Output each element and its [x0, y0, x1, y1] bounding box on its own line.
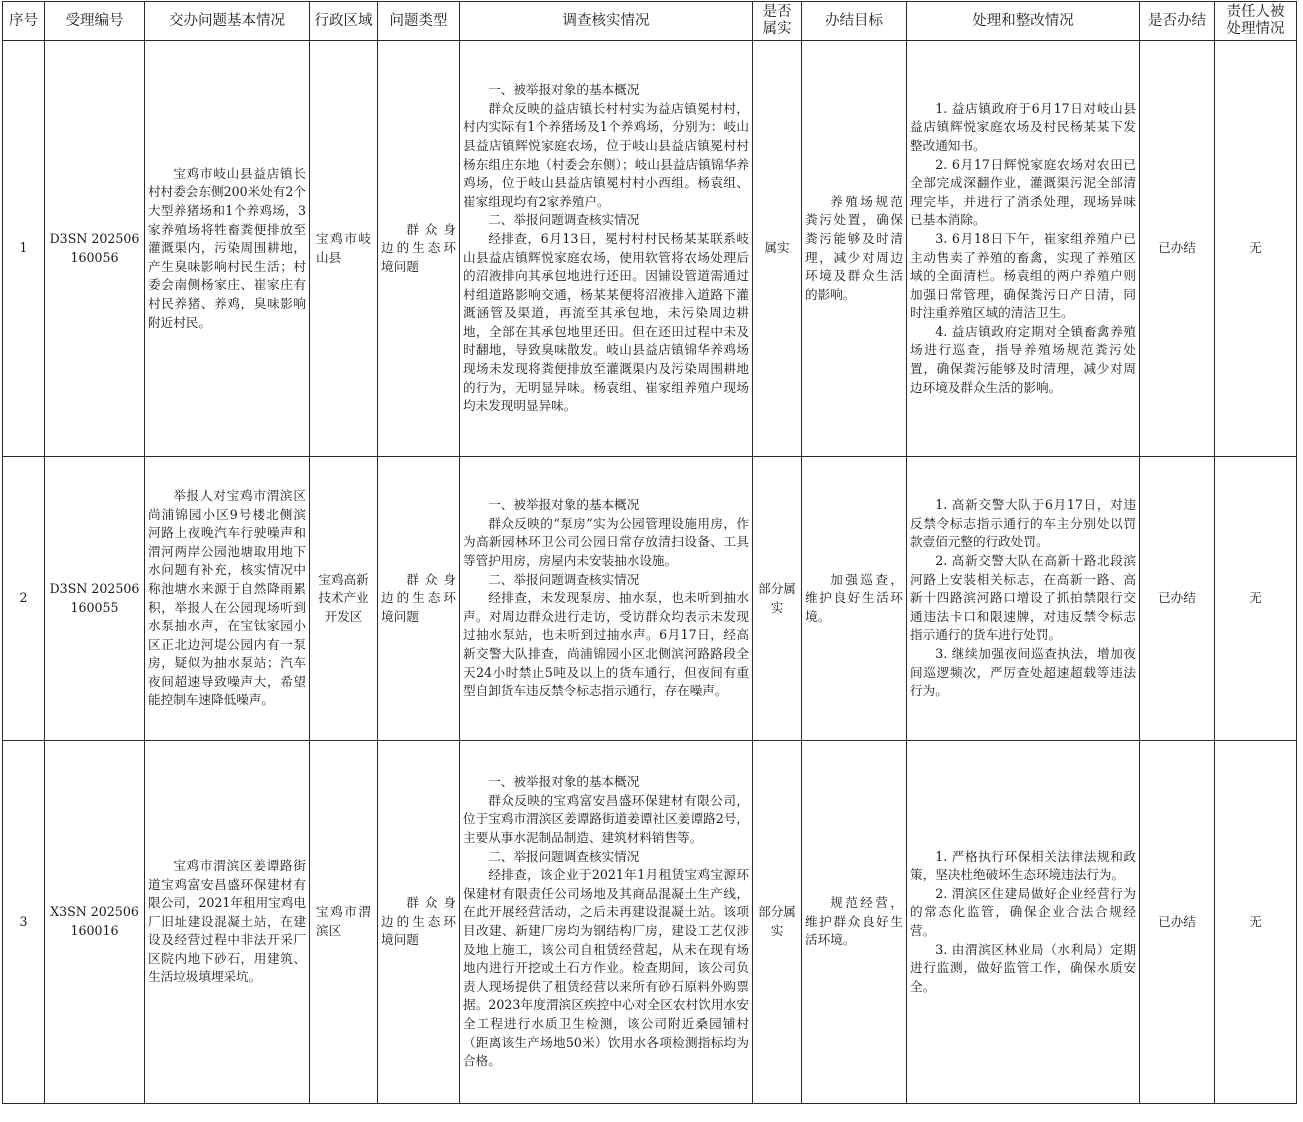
issue-text: 举报人对宝鸡市渭滨区尚浦锦园小区9号楼北侧滨河路上夜晚汽车行驶噪声和渭河两岸公园池塘取用地下水问题有补充，核实情况中称池塘水来源于自然降雨累积，举报人在公园现场听到水泵抽水声，在宝钛家园小区正北边河堤公园内有一泵房，疑似为抽水泵站；汽车夜间超速导致噪声大，希望能控制车速降低噪声。	[148, 487, 306, 708]
investigation-paragraph: 群众反映的宝鸡富安昌盛环保建材有限公司，位于宝鸡市渭滨区姜谭路街道姜谭社区姜谭路2号，主要从事水泥制品制造、建筑材料销售等。	[463, 792, 749, 846]
handling-item: 3. 6月18日下午，崔家组养殖户已主动售卖了养殖的畜禽，实现了养殖区域的全面清栏。杨袁组的两户养殖户则加强日常管理，确保粪污日产日清，同时注重养殖区域的清洁卫生。	[910, 230, 1136, 321]
type-text: 群众身边的生态环境问题	[381, 221, 456, 274]
investigation-heading: 二、举报问题调查核实情况	[488, 212, 640, 228]
cell-code: D3SN 202506160055	[45, 457, 145, 741]
goal-text: 加强巡查，维护良好生活环境。	[805, 571, 903, 624]
cell-issue	[145, 41, 310, 457]
handling-item: 2. 渭滨区住建局做好企业经营行为的常态化监管，确保企业合法合规经营。	[910, 885, 1136, 938]
type-text: 群众身边的生态环境问题	[381, 571, 456, 624]
type-text: 群众身边的生态环境问题	[381, 895, 456, 948]
cell-seq: 1	[3, 41, 45, 457]
header-code: 受理编号	[45, 2, 145, 41]
cell-goal	[802, 741, 907, 1104]
header-region: 行政区域	[310, 2, 378, 41]
handling-item: 4. 益店镇政府定期对全镇畜禽养殖场进行巡查，指导养殖场规范粪污处置，确保粪污能够及时清理，减少对周边环境及群众生活的影响。	[910, 323, 1136, 395]
investigation-paragraph: 经排查，该企业于2021年1月租赁宝鸡宝源环保建材有限责任公司场地及其商品混凝土生产线，在此开展经营活动，之后未再建设混凝土站。该项目改建、新建厂房均为钢结构厂房，建设工艺仅涉及地上施工，该公司自租赁经营起，从未在现有场地内进行开挖或土石方作业。检查期间，该公司负责人现场提供了租赁经营以来所有砂石原料外购票据。2023年度渭滨区疾控中心对全区农村饮用水安全工程进行水质卫生检测，该公司附近桑园铺村（距离该生产场地50米）饮用水各项检测指标均为合格。	[463, 867, 749, 1069]
investigation-paragraph: 群众反映的益店镇长村村实为益店镇冕村村，村内实际有1个养猪场及1个养鸡场，分别为：岐山县益店镇辉悦家庭农场，位于岐山县益店镇冕村村杨东组庄东地（村委会东侧）；岐山县益店镇锦华养鸡场，位于岐山县益店镇冕村村小西组。杨袁组、崔家组现均有2家养殖户。	[463, 100, 749, 209]
cell-verified: 属实	[753, 41, 802, 457]
handling-item: 3. 继续加强夜间巡查执法，增加夜间巡逻频次，严厉查处超速超载等违法行为。	[910, 645, 1136, 699]
header-verified: 是否属实	[753, 2, 802, 41]
header-accountability: 责任人被处理情况	[1215, 2, 1297, 41]
investigation-heading: 二、举报问题调查核实情况	[488, 848, 640, 864]
header-issue: 交办问题基本情况	[145, 2, 310, 41]
cell-region	[310, 457, 378, 741]
header-row	[3, 2, 1297, 41]
header-handling: 处理和整改情况	[907, 2, 1140, 41]
cell-accountability: 无	[1215, 741, 1297, 1104]
investigation-heading: 二、举报问题调查核实情况	[488, 571, 640, 587]
header-type: 问题类型	[378, 2, 460, 41]
handling-item: 2. 高新交警大队在高新十路北段滨河路上安装相关标志，在高新一路、高新十四路滨河路口增设了抓拍禁限行交通违法卡口和限速牌，对违反禁令标志指示通行的货车进行处罚。	[910, 553, 1136, 643]
cell-investigation	[460, 41, 753, 457]
handling-item: 3. 由渭滨区林业局（水利局）定期进行监测，做好监管工作，确保水质安全。	[910, 941, 1136, 994]
cell-accountability: 无	[1215, 41, 1297, 457]
cell-type	[378, 741, 460, 1104]
cell-issue	[145, 741, 310, 1104]
cell-done: 已办结	[1140, 457, 1215, 741]
investigation-paragraph: 经排查，6月13日，冕村村村民杨某某联系岐山县益店镇辉悦家庭农场，使用软管将农场处理后的沼液排向其承包地进行还田。因铺设管道需通过村组道路影响交通，杨某某便将沼液排入道路下灌溉涵管及渠道，再流至其承包地，未污染周边耕地，全部在其承包地里还田。但在还田过程中未及时翻地，导致臭味散发。岐山县益店镇锦华养鸡场现场未发现将粪便排放至灌溉渠内及污染周围耕地的行为，无明显异味。杨袁组、崔家组养殖户现场均未发现明显异味。	[463, 230, 749, 414]
cell-region	[310, 741, 378, 1104]
cell-verified: 部分属实	[753, 457, 802, 741]
header-done: 是否办结	[1140, 2, 1215, 41]
handling-item: 1. 严格执行环保相关法律法规和政策，坚决杜绝破坏生态环境违法行为。	[910, 848, 1136, 883]
case-table	[2, 1, 1297, 1104]
cell-handling	[907, 457, 1140, 741]
cell-goal	[802, 41, 907, 457]
cell-type	[378, 457, 460, 741]
investigation-paragraph: 群众反映的“泵房”实为公园管理设施用房，作为高新园林环卫公司公园日常存放清扫设备、工具等管护用房，房屋内未安装抽水设施。	[463, 515, 749, 569]
table-row	[3, 741, 1297, 1104]
handling-item: 2. 6月17日辉悦家庭农场对农田已全部完成深翻作业，灌溉渠污泥全部清理完毕，并进行了消杀处理，现场异味已基本消除。	[910, 156, 1136, 228]
handling-item: 1. 高新交警大队于6月17日，对违反禁令标志指示通行的车主分别处以罚款壹佰元整的行政处罚。	[910, 497, 1136, 550]
cell-issue	[145, 457, 310, 741]
cell-verified: 部分属实	[753, 741, 802, 1104]
cell-seq: 3	[3, 741, 45, 1104]
issue-text: 宝鸡市岐山县益店镇长村村委会东侧200米处有2个大型养猪场和1个养鸡场，3家养殖场将牲畜粪便排放至灌溉渠内，污染周围耕地，产生臭味影响村民生活；村委会南侧杨家庄、崔家庄有村民养猪、养鸡，臭味影响附近村民。	[148, 165, 306, 330]
investigation-heading: 一、被举报对象的基本概况	[488, 82, 640, 98]
goal-text: 规范经营，维护群众良好生活环境。	[805, 895, 903, 948]
cell-investigation	[460, 457, 753, 741]
region-text: 宝鸡市岐山县	[316, 230, 371, 265]
investigation-heading: 一、被举报对象的基本概况	[488, 774, 640, 790]
cell-region	[310, 41, 378, 457]
cell-code: X3SN 202506160016	[45, 741, 145, 1104]
header-investigation: 调查核实情况	[460, 2, 753, 41]
cell-goal	[802, 457, 907, 741]
cell-investigation	[460, 741, 753, 1104]
cell-handling	[907, 41, 1140, 457]
investigation-paragraph: 经排查，未发现泵房、抽水泵，也未听到抽水声。对周边群众进行走访，受访群众均表示未发现过抽水泵站，也未听到过抽水声。6月17日，经高新交警大队排查，尚浦锦园小区北侧滨河路路段全天24小时禁止5吨及以上的货车通行，但夜间有重型自卸货车违反禁令标志指示通行，存在噪声。	[463, 590, 749, 699]
goal-text: 养殖场规范粪污处置，确保粪污能够及时清理，减少对周边环境及群众生活的影响。	[805, 193, 903, 302]
cell-type	[378, 41, 460, 457]
header-goal: 办结目标	[802, 2, 907, 41]
issue-text: 宝鸡市渭滨区姜谭路街道宝鸡富安昌盛环保建材有限公司，2021年租用宝鸡电厂旧址建设混凝土站，在建设及经营过程中非法开采厂区院内地下砂石，用建筑、生活垃圾填埋采坑。	[148, 857, 306, 985]
cell-handling	[907, 741, 1140, 1104]
header-seq: 序号	[3, 2, 45, 41]
investigation-heading: 一、被举报对象的基本概况	[488, 497, 640, 513]
table-row	[3, 41, 1297, 457]
region-text: 宝鸡高新技术产业开发区	[318, 571, 369, 624]
cell-done: 已办结	[1140, 41, 1215, 457]
handling-item: 1. 益店镇政府于6月17日对岐山县益店镇辉悦家庭农场及村民杨某某下发整改通知书。	[910, 100, 1136, 153]
region-text: 宝鸡市渭滨区	[316, 904, 371, 938]
cell-seq: 2	[3, 457, 45, 741]
cell-done: 已办结	[1140, 741, 1215, 1104]
cell-accountability: 无	[1215, 457, 1297, 741]
table-row	[3, 457, 1297, 741]
cell-code: D3SN 202506160056	[45, 41, 145, 457]
